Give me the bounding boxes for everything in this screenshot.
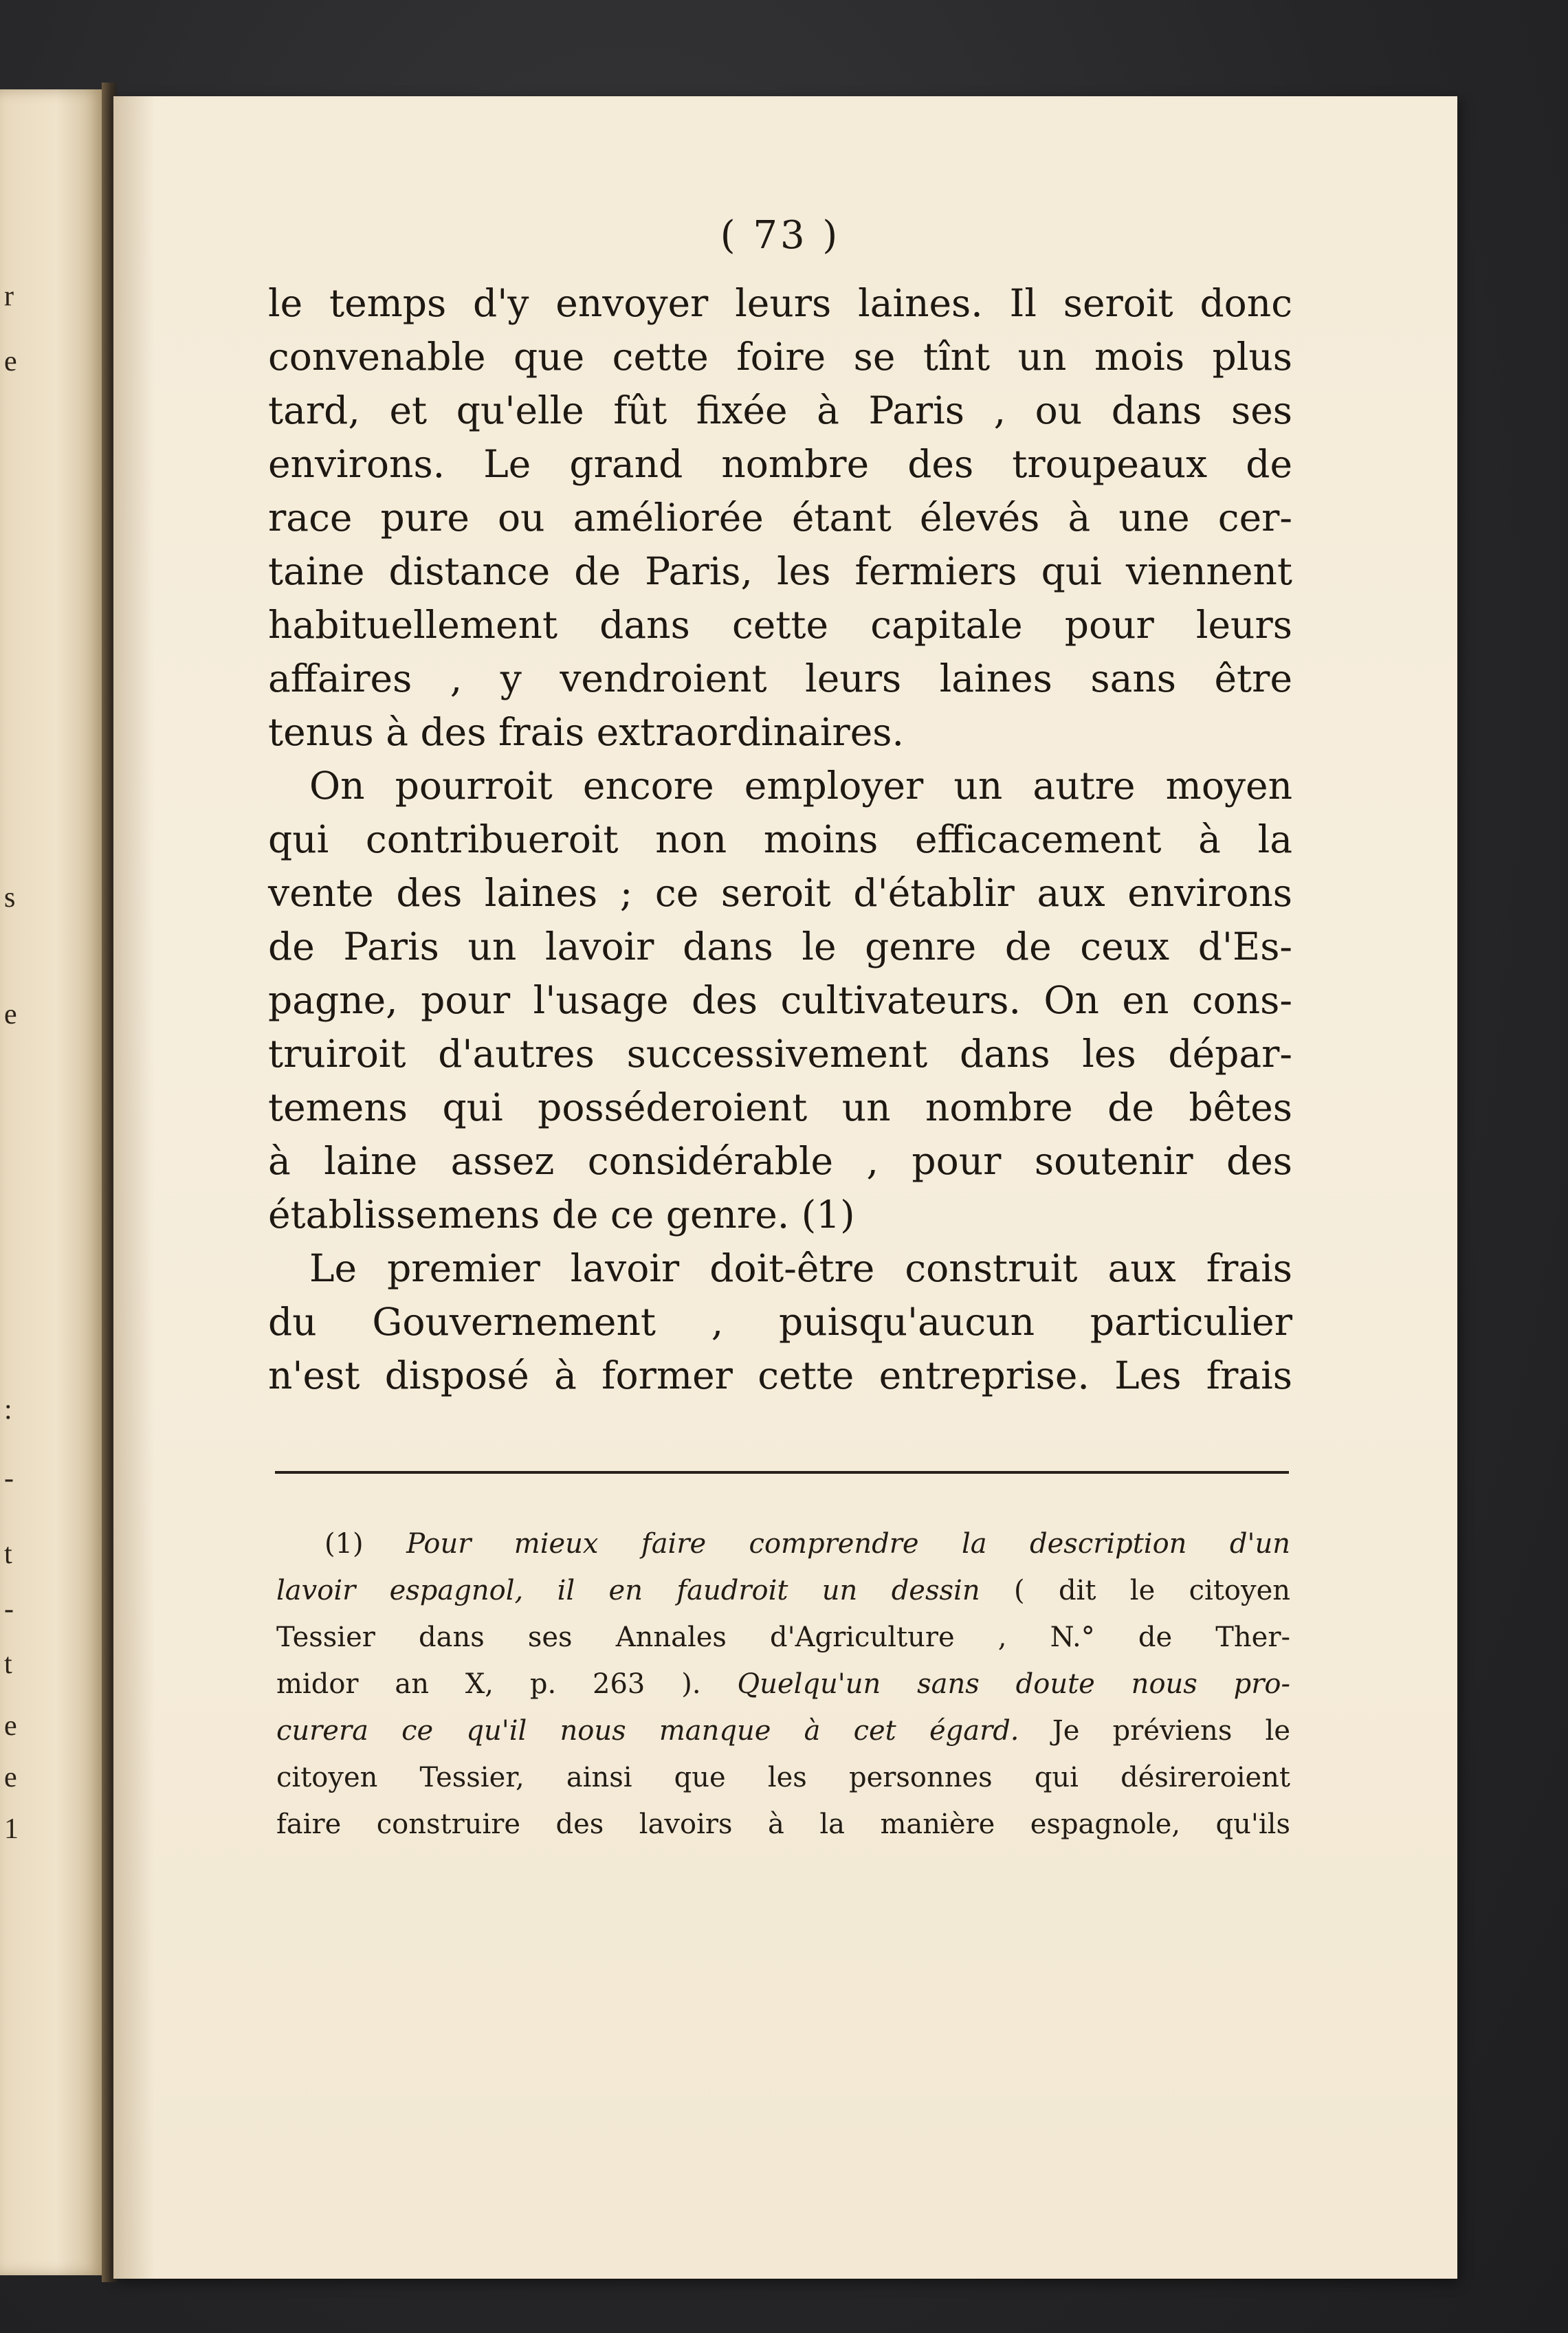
text-line: n'est disposé à former cette entreprise. Les frais — [268, 1353, 1292, 1397]
footnote-line: faire construire des lavoirs à la manière espagnole, qu'ils — [276, 1809, 1290, 1840]
margin-glyph: e — [4, 1710, 17, 1742]
footnote-italic: Quelqu'un sans doute nous pro- — [737, 1668, 1290, 1700]
text-line: le temps d'y envoyer leurs laines. Il seroit donc — [268, 281, 1292, 325]
footnote-roman: midor an X, p. 263 ). — [276, 1668, 701, 1700]
footnote-line — [276, 1567, 1290, 1614]
margin-glyph: t — [4, 1538, 12, 1570]
margin-glyph: - — [4, 1593, 14, 1625]
text-line: du Gouvernement , puisqu'aucun particulier — [268, 1300, 1292, 1344]
text-line: Le premier lavoir doit-être construit aux frais — [309, 1246, 1292, 1290]
text-line: race pure ou améliorée étant élevés à une cer- — [268, 496, 1292, 540]
footnote-line — [276, 1707, 1290, 1754]
text-line: convenable que cette foire se tînt un mois plus — [268, 335, 1292, 379]
footnote-roman: ( dit le citoyen — [1013, 1575, 1291, 1606]
text-line: à laine assez considérable , pour soutenir des — [268, 1139, 1292, 1183]
margin-glyph: 1 — [4, 1813, 19, 1845]
margin-glyph: t — [4, 1648, 12, 1680]
footnote-italic: lavoir espagnol, il en faudroit un dessin — [276, 1575, 980, 1606]
page-number: ( 73 ) — [720, 213, 841, 258]
text-line: truiroit d'autres successivement dans les dépar- — [268, 1032, 1292, 1076]
text-line: habituellement dans cette capitale pour leurs — [268, 603, 1292, 647]
margin-glyph: s — [4, 882, 16, 914]
footnote — [276, 1521, 1290, 1848]
footnote-line — [276, 1521, 1290, 1567]
book-page — [113, 96, 1457, 2279]
footnote-line: Tessier dans ses Annales d'Agriculture , N.° de Ther- — [276, 1622, 1290, 1653]
margin-glyph: e — [4, 999, 17, 1030]
footnote-roman: Je préviens le — [1052, 1715, 1290, 1747]
footnote-line: citoyen Tessier, ainsi que les personnes qui désireroient — [276, 1762, 1290, 1793]
facing-page-edge — [0, 89, 103, 2275]
text-line: qui contribueroit non moins efficacement à la — [268, 817, 1292, 861]
margin-glyph: : — [4, 1394, 12, 1426]
footnote-italic: Pour mieux faire comprendre la description d'un — [406, 1528, 1290, 1560]
footnote-line — [276, 1661, 1290, 1707]
text-line: tenus à des frais extraordinaires. — [268, 710, 904, 754]
text-line: tard, et qu'elle fût fixée à Paris , ou dans ses — [268, 388, 1292, 432]
footnote-rule — [275, 1471, 1289, 1474]
margin-glyph: - — [4, 1463, 14, 1494]
text-line: On pourroit encore employer un autre moyen — [309, 764, 1292, 808]
text-line: taine distance de Paris, les fermiers qui viennent — [268, 549, 1292, 593]
text-line: vente des laines ; ce seroit d'établir aux environs — [268, 871, 1292, 915]
footnote-marker: (1) — [324, 1528, 364, 1560]
margin-glyph: r — [4, 280, 14, 312]
text-line: temens qui posséderoient un nombre de bêtes — [268, 1085, 1292, 1129]
text-line: affaires , y vendroient leurs laines sans être — [268, 656, 1292, 700]
text-line: de Paris un lavoir dans le genre de ceux d'Es- — [268, 925, 1292, 969]
margin-glyph: e — [4, 1762, 17, 1793]
body-text — [268, 276, 1292, 1402]
text-line: pagne, pour l'usage des cultivateurs. On en cons- — [268, 978, 1292, 1022]
footnote-italic: curera ce qu'il nous manque à cet égard. — [276, 1715, 1019, 1747]
text-line: établissemens de ce genre. (1) — [268, 1193, 855, 1237]
text-line: environs. Le grand nombre des troupeaux de — [268, 442, 1292, 486]
margin-glyph: e — [4, 346, 17, 377]
